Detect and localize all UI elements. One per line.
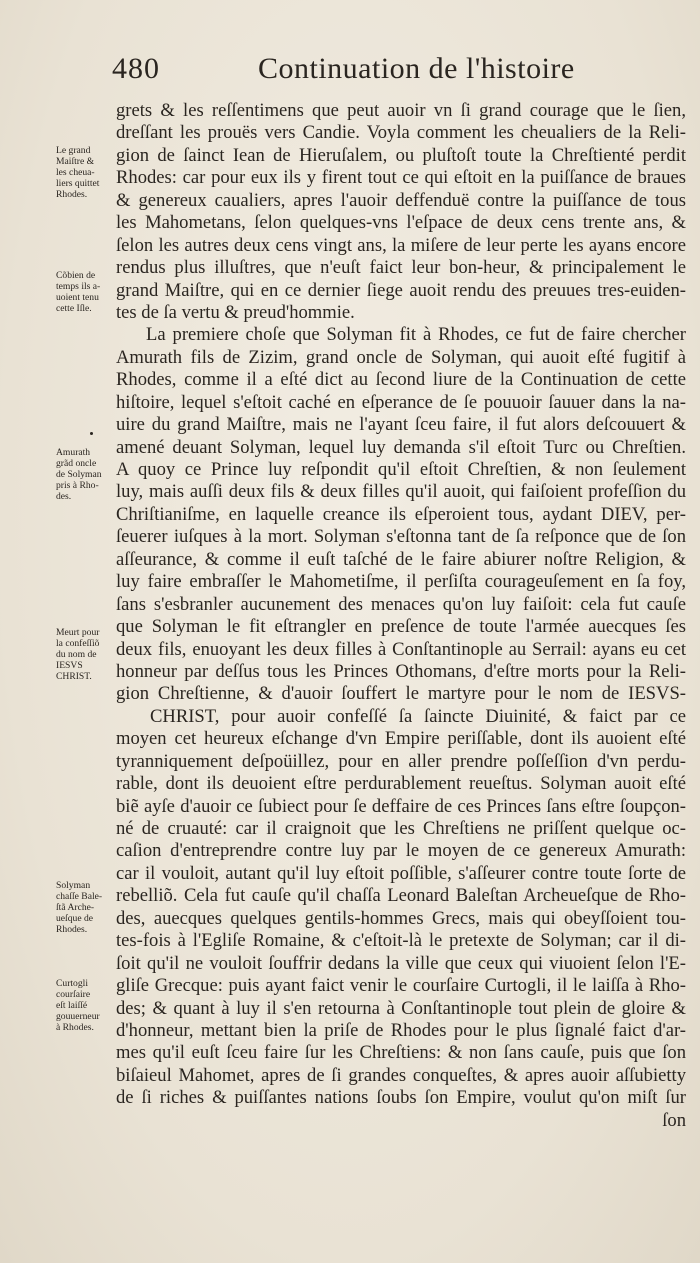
body-text (116, 100, 686, 1132)
text-line: aſſeurance, & comme il euſt taſché de le faire abiurer noſtre Religion, & (116, 548, 686, 570)
text-line: uire du grand Maiſtre, mais ne l'ayant ſceu faire, il fut alors deſcouuert & (116, 414, 686, 436)
text-line: honneur par deſſus tous les Princes Othomans, d'eſtre morts pour la Reli- (116, 660, 686, 682)
margin-note-line: du nom de (56, 649, 97, 660)
text-line: Chriſtianiſme, en laquelle creance ils eſperoient tous, aydant DIEV, per- (116, 503, 686, 525)
text-line: rable, dont ils deuoient eſtre perdurablement reueſtus. Solyman auoit eſté (116, 773, 686, 795)
text-line: grets & les reſſentimens que peut auoir vn ſi grand courage que le ſien, (116, 100, 686, 121)
text-line: né de cruauté: car il craignoit que les Chreſtiens ne priſſent quelque oc- (116, 818, 686, 839)
margin-note (56, 447, 122, 502)
margin-note-line: Solyman (56, 880, 91, 891)
margin-note-line: cette Iſle. (56, 303, 92, 314)
margin-note-line: Rhodes. (56, 924, 88, 935)
text-line: ſeuerer iuſques à la mort. Solyman s'eſtonna tant de ſa reſponce que de ſon (116, 526, 686, 548)
text-line: que Solyman le fit eſtrangler en preſence de toute l'armée auecques ſes (116, 616, 686, 638)
text-line: gliſe Grecque: puis ayant faict venir le courſaire Curtogli, il le laiſſa à Rho- (116, 975, 686, 997)
text-line: deux fils, enuoyant les deux filles à Conſtantinople au Serrail: ayans eu cet (116, 638, 686, 660)
margin-note-line: IESVS (56, 660, 83, 671)
text-line: les Mahometans, ſelon quelques-vns l'eſpace de deux cens trente ans, & (116, 212, 686, 234)
text-line: luy faire embraſſer le Mahometiſme, il perſiſta courageuſement en ſa foy, (116, 571, 686, 593)
text-line: Rhodes: car pour eux ils y firent tout ce qui eſtoit en la puiſſance de braues (116, 167, 686, 189)
text-line: des; & quant à luy il s'en retourna à Conſtantinople tout plein de gloire & (116, 997, 686, 1019)
margin-note-line: Curtogli (56, 978, 88, 989)
text-line: car il vouloit, autant qu'il luy eſtoit poſſible, s'aſſeurer contre toute ſorte de (116, 862, 686, 884)
margin-note-line: Amurath (56, 447, 91, 458)
margin-note-line: la confeſſiõ (56, 638, 100, 649)
margin-note-line: CHRIST. (56, 671, 92, 682)
margin-note-line: uoient tenu (56, 292, 99, 303)
text-line: luy, mais auſſi deux fils & deux filles qu'il auoit, qui faiſoient profeſſion du (116, 481, 686, 503)
text-line: de ſi riches & puiſſantes nations ſoubs ſon Empire, voulut qu'on miſt ſur (116, 1087, 686, 1109)
margin-note-line: Maiſtre & (56, 156, 95, 167)
margin-note (56, 880, 122, 935)
margin-note-line: liers quittet (56, 178, 100, 189)
text-line: amené deuant Solyman, lequel luy demanda s'il eſtoit Turc ou Chreſtien. (116, 436, 686, 458)
margin-note (56, 627, 122, 682)
margin-note-line: chaſſe Bale- (56, 891, 103, 902)
margin-note-line: de Solyman (56, 469, 102, 480)
text-line: ſoit qu'il ne vouloit ſouffrir dedans la ville que ceux qui viuoient ſelon l'E- (116, 952, 686, 974)
margin-note-line: Rhodes. (56, 189, 88, 200)
text-line: caſion d'entreprendre contre luy par le moyen de ce genereux Amurath: (116, 840, 686, 862)
margin-dot-mark (90, 432, 93, 435)
text-line: Amurath fils de Zizim, grand oncle de Solyman, qui auoit eſté fugitif à (116, 346, 686, 368)
text-line: mes qu'il euſt ſceu faire ſur les Chreſtiens: & non ſans cauſe, puis que ſon (116, 1042, 686, 1064)
margin-note-line: les cheua- (56, 167, 95, 178)
page-header (112, 50, 684, 94)
text-line: tes-fois à l'Egliſe Romaine, & c'eſtoit-là le pretexte de Solyman; car il di- (116, 930, 686, 952)
margin-note-line: courſaire (56, 989, 91, 1000)
margin-note-line: ueſque de (56, 913, 94, 924)
text-line: d'honneur, mettant bien la priſe de Rhodes pour le plus ſignalé faict d'ar- (116, 1019, 686, 1041)
margin-note (56, 978, 122, 1033)
text-line: Rhodes, comme il a eſté dict au ſecond liure de la Continuation de cette (116, 369, 686, 391)
text-line: CHRIST, pour auoir confeſſé ſa ſaincte Diuinité, & faict par ce (150, 705, 686, 727)
text-line: biſaieul Mahomet, apres de ſi grandes conqueſtes, & apres auoir aſſubietty (116, 1064, 686, 1086)
text-line: biẽ ayſe d'auoir ce ſubiect pour ſe deffaire de ces Princes ſans eſtre ſoupçon- (116, 795, 686, 817)
text-line: gion de ſainct Iean de Hieruſalem, ou pluſtoſt toute la Chreſtienté perdit (116, 144, 686, 166)
text-line: moyen cet heureux eſchange d'vn Empire periſſable, dont ils auoient eſté (116, 728, 686, 750)
text-line: A quoy ce Prince luy reſpondit qu'il eſtoit Chreſtien, & non ſeulement (116, 459, 686, 480)
margin-note-line: des. (56, 491, 72, 502)
text-line: ſon (662, 1109, 686, 1131)
text-line: dreſſant les prouës vers Candie. Voyla comment les cheualiers de la Reli- (116, 122, 686, 144)
margin-note-line: Meurt pour (56, 627, 100, 638)
margin-note-line: temps ils a- (56, 281, 101, 292)
margin-note (56, 145, 122, 200)
text-line: rebelliõ. Cela fut cauſe qu'il chaſſa Leonard Baleſtan Archeueſque de Rho- (116, 885, 686, 907)
text-line: ſelon les autres deux cens vingt ans, la miſere de leur perte les ayans encore (116, 234, 686, 256)
margin-note-line: Cõbien de (56, 270, 96, 281)
margin-note-line: gouuerneur (56, 1011, 100, 1022)
margin-note (56, 270, 122, 314)
margin-note-line: à Rhodes. (56, 1022, 94, 1033)
text-line: ſans s'esbranler aucunement des menaces qu'on luy faiſoit: cela fut cauſe (116, 593, 686, 615)
margin-note-line: ſtã Arche- (56, 902, 95, 913)
text-line: grand Maiſtre, qui en ce dernier ſiege auoit rendu des preuues tres-euiden- (116, 279, 686, 301)
page-number: 480 (112, 52, 160, 85)
text-line: tes de ſa vertu & preud'hommie. (116, 301, 355, 323)
margin-note-line: Le grand (56, 145, 91, 156)
text-line: rendus plus illuſtres, que n'euſt faict leur bon-heur, & principalement le (116, 257, 686, 279)
text-line: & genereux caualiers, apres l'auoir deffenduë contre la puiſſance de tous (116, 189, 686, 211)
text-line: hiſtoire, lequel s'eſtoit caché en eſperance de ſe pouuoir ſauuer dans la na- (116, 391, 686, 413)
margin-note-line: eſt laiſſé (56, 1000, 88, 1011)
margin-note-line: pris à Rho- (56, 480, 99, 491)
text-line: des, auecques quelques gentils-hommes Grecs, mais qui obeyſſoient tou- (116, 907, 686, 929)
running-title: Continuation de l'histoire (258, 52, 575, 85)
text-line: tyranniquement deſpoüillez, pour en aller prendre poſſeſſion d'vn perdu- (116, 750, 686, 772)
margin-note-line: grãd oncle (56, 458, 97, 469)
text-line: gion Chreſtienne, & d'auoir ſouffert le martyre pour le nom de IESVS- (116, 683, 686, 705)
text-line: La premiere choſe que Solyman fit à Rhodes, ce fut de faire chercher (146, 324, 686, 346)
